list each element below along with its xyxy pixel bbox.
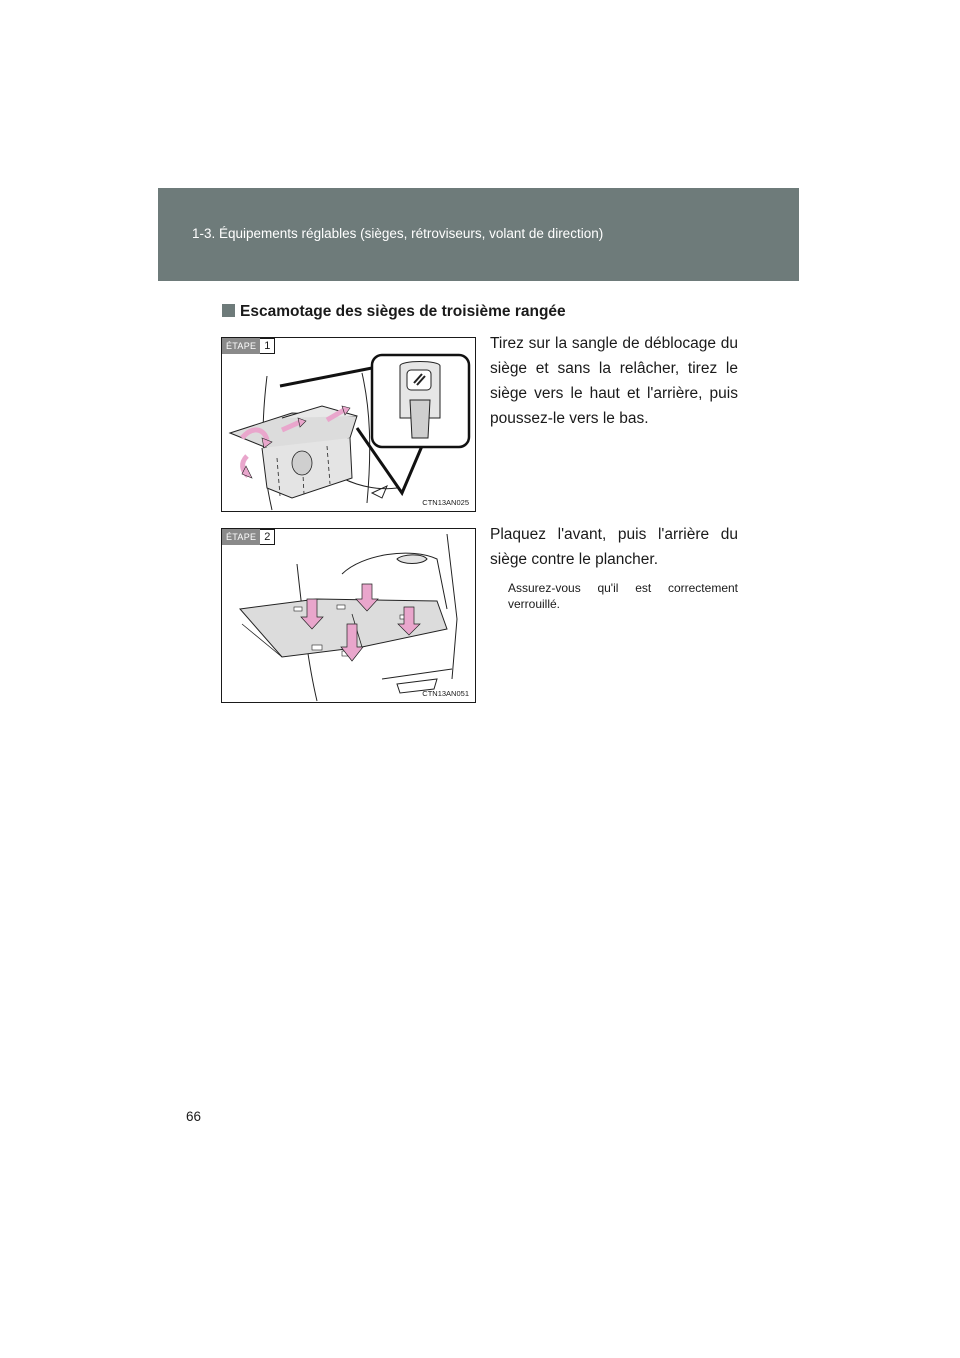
step2-figure-code: CTN13AN051 bbox=[422, 689, 469, 698]
step1-text: Tirez sur la sangle de déblocage du siège et sans la relâcher, tirez le siège vers le haut et l'arrière, puis poussez-le vers le bas. bbox=[490, 335, 738, 427]
section-title bbox=[222, 303, 566, 321]
step2-text: Plaquez l'avant, puis l'arrière du siège contre le plancher. bbox=[490, 526, 738, 568]
seat-release-drawing bbox=[222, 338, 476, 512]
section-title-text: Escamotage des sièges de troisième rangée bbox=[240, 303, 566, 320]
step2-badge-number: 2 bbox=[260, 529, 275, 545]
step1-illustration bbox=[221, 337, 476, 512]
step1-badge-label: ÉTAPE bbox=[222, 338, 260, 354]
square-bullet-icon bbox=[222, 304, 235, 317]
chapter-header bbox=[158, 188, 799, 281]
step2-note: Assurez-vous qu'il est correctement verrouillé. bbox=[508, 581, 738, 611]
step2-badge bbox=[222, 529, 275, 545]
step1-figure-code: CTN13AN025 bbox=[422, 498, 469, 507]
seat-fold-drawing bbox=[222, 529, 476, 703]
step2-badge-label: ÉTAPE bbox=[222, 529, 260, 545]
step2-illustration bbox=[221, 528, 476, 703]
page-number: 66 bbox=[186, 1109, 202, 1124]
step1-badge bbox=[222, 338, 275, 354]
step1-badge-number: 1 bbox=[260, 338, 275, 354]
chapter-title: 1-3. Équipements réglables (sièges, rétroviseurs, volant de direction) bbox=[192, 226, 604, 241]
